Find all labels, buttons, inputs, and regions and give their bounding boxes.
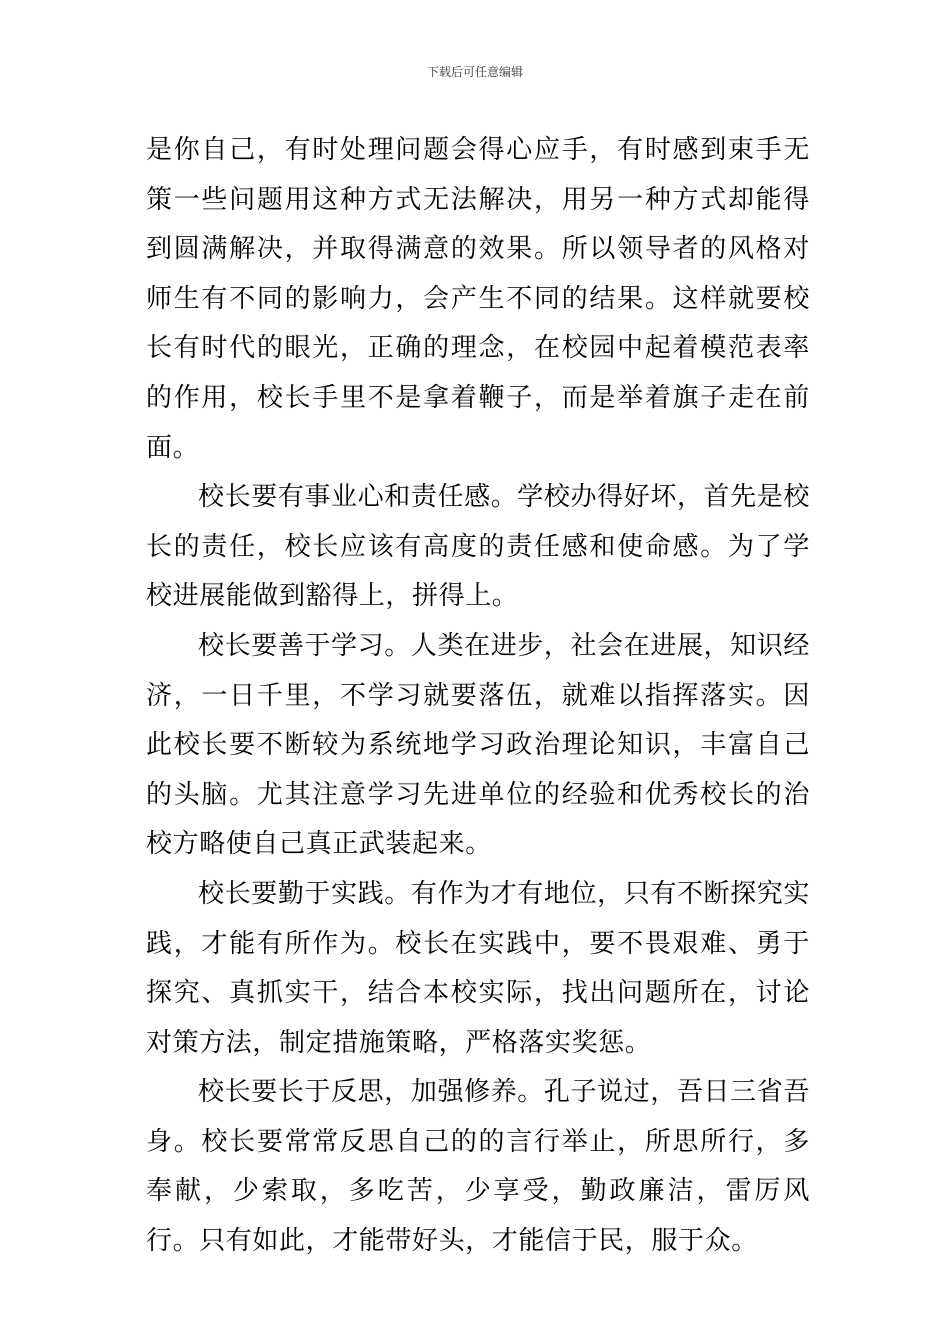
paragraph-continuation: 是你自己，有时处理问题会得心应手，有时感到束手无策一些问题用这种方式无法解决，用另一种方式却能得到圆满解决，并取得满意的效果。所以领导者的风格对师生有不同的影响力，会产生不同的结果。这样就要校长有时代的眼光，正确的理念，在校园中起着模范表率的作用，校长手里不是拿着鞭子，而是举着旗子走在前面。 [146, 135, 810, 463]
page-header: 下载后可任意编辑 [426, 65, 523, 79]
paragraph-responsibility: 校长要有事业心和责任感。学校办得好坏，首先是校长的责任，校长应该有高度的责任感和使命感。为了学校进展能做到豁得上，拼得上。 [146, 482, 810, 612]
paragraph-practice: 校长要勤于实践。有作为才有地位，只有不断探究实践，才能有所作为。校长在实践中，要不畏艰难、勇于探究、真抓实干，结合本校实际，找出问题所在，讨论对策方法，制定措施策略，严格落实奖惩。 [146, 878, 810, 1058]
document-body [146, 126, 810, 1267]
paragraph-learning: 校长要善于学习。人类在进步，社会在进展，知识经济，一日千里，不学习就要落伍，就难以指挥落实。因此校长要不断较为系统地学习政治理论知识，丰富自己的头脑。尤其注意学习先进单位的经验和优秀校长的治校方略使自己真正武装起来。 [146, 630, 810, 860]
paragraph-reflection: 校长要长于反思，加强修养。孔子说过，吾日三省吾身。校长要常常反思自己的的言行举止，所思所行，多奉献，少索取，多吃苦，少享受，勤政廉洁，雷厉风行。只有如此，才能带好头，才能信于民，服于众。 [146, 1077, 810, 1257]
